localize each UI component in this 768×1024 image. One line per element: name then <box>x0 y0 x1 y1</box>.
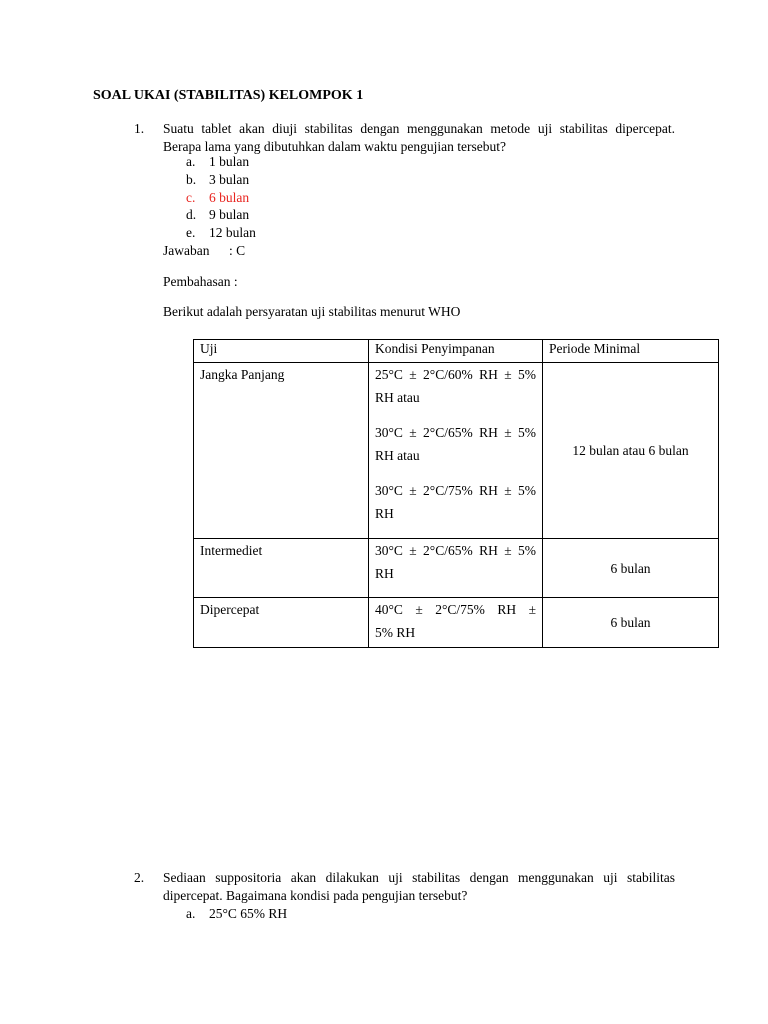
option-letter: d. <box>186 207 197 222</box>
condition-line: 5% RH <box>375 625 416 640</box>
condition-line: 25°C ± 2°C/60% RH ± 5% <box>375 367 536 382</box>
option-text: 25°C 65% RH <box>209 906 288 921</box>
option-text: 3 bulan <box>209 172 250 187</box>
page-title: SOAL UKAI (STABILITAS) KELOMPOK 1 <box>93 88 364 103</box>
condition-line: 40°C ± 2°C/75% RH ± <box>375 602 536 617</box>
question-1-option-a <box>186 153 249 171</box>
answer-value: : C <box>229 243 246 258</box>
table-header-test: Uji <box>194 340 369 363</box>
question-2-line-2: dipercepat. Bagaimana kondisi pada pengujian tersebut? <box>163 888 468 903</box>
table-row <box>194 363 719 539</box>
table-row <box>194 539 719 598</box>
question-1-line-2: Berapa lama yang dibutuhkan dalam waktu pengujian tersebut? <box>163 139 507 154</box>
question-1-option-d <box>186 206 249 224</box>
question-1-option-c-correct <box>186 189 249 207</box>
condition-line: RH <box>375 566 394 581</box>
question-2-line-1: Sediaan suppositoria akan dilakukan uji stabilitas dengan menggunakan uji stabilitas <box>163 870 675 885</box>
option-letter: b. <box>186 172 197 187</box>
table-cell-condition <box>369 539 543 598</box>
table-cell-period: 6 bulan <box>543 539 719 598</box>
option-letter: a. <box>186 154 196 169</box>
table-cell-period: 12 bulan atau 6 bulan <box>543 363 719 539</box>
table-cell-test: Dipercepat <box>194 598 369 648</box>
question-2-text <box>163 869 675 905</box>
table-header-row <box>194 340 719 363</box>
table-cell-period: 6 bulan <box>543 598 719 648</box>
question-1-option-e <box>186 224 256 242</box>
question-1-line-1: Suatu tablet akan diuji stabilitas dengan menggunakan metode uji stabilitas dipercepat. <box>163 121 675 136</box>
condition-line: 30°C ± 2°C/65% RH ± 5% <box>375 425 536 440</box>
table-row <box>194 598 719 648</box>
table-cell-condition <box>369 598 543 648</box>
question-2-number: 2. <box>134 870 145 885</box>
table-cell-test: Jangka Panjang <box>194 363 369 539</box>
answer-label: Jawaban <box>163 243 210 258</box>
question-1-text <box>163 120 675 156</box>
condition-line: RH atau <box>375 448 420 463</box>
option-letter: c. <box>186 190 196 205</box>
condition-line: 30°C ± 2°C/65% RH ± 5% <box>375 543 536 558</box>
table-header-period: Periode Minimal <box>543 340 719 363</box>
condition-line: RH <box>375 506 394 521</box>
condition-line: 30°C ± 2°C/75% RH ± 5% <box>375 483 536 498</box>
table-header-condition: Kondisi Penyimpanan <box>369 340 543 363</box>
table-cell-condition <box>369 363 543 539</box>
discussion-label: Pembahasan : <box>163 274 238 289</box>
option-text: 6 bulan <box>209 190 250 205</box>
discussion-intro: Berikut adalah persyaratan uji stabilitas menurut WHO <box>163 304 461 319</box>
who-stability-table <box>193 339 719 648</box>
table-cell-test: Intermediet <box>194 539 369 598</box>
condition-line: RH atau <box>375 390 420 405</box>
option-letter: e. <box>186 225 196 240</box>
question-1-number: 1. <box>134 121 145 136</box>
question-2-option-a <box>186 905 287 923</box>
option-text: 1 bulan <box>209 154 250 169</box>
option-text: 9 bulan <box>209 207 250 222</box>
question-1-option-b <box>186 171 249 189</box>
option-letter: a. <box>186 906 196 921</box>
option-text: 12 bulan <box>209 225 256 240</box>
